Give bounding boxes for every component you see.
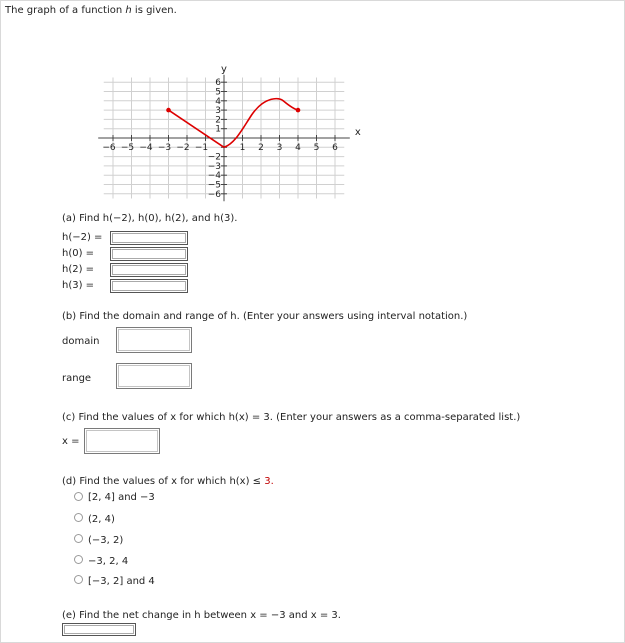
y-tick-label: −2 — [207, 152, 221, 163]
x-tick-label: 1 — [239, 143, 246, 153]
x-tick-label: −5 — [120, 143, 135, 153]
graph-tick-labels — [102, 64, 360, 200]
x-tick-label: 5 — [313, 143, 320, 153]
range-label: range — [62, 373, 92, 384]
y-tick-label: 5 — [215, 87, 221, 98]
graph-axes — [98, 75, 350, 201]
part-e-input[interactable] — [62, 623, 136, 636]
x-tick-label: −1 — [194, 143, 209, 153]
option-3-radio[interactable] — [74, 534, 83, 543]
y-tick-label: −3 — [207, 161, 221, 172]
y-tick-label: −5 — [207, 180, 221, 191]
part-a-prompt: (a) Find h(−2), h(0), h(2), and h(3). — [62, 213, 238, 224]
endpoint-right — [296, 108, 301, 113]
y-tick-label: −4 — [207, 171, 221, 182]
part-a-label-h0: h(0) = — [62, 248, 95, 259]
option-1-label[interactable]: [2, 4] and −3 — [88, 492, 155, 503]
part-c-x-label: x = — [62, 436, 80, 447]
part-c-prompt: (c) Find the values of x for which h(x) = 3. (Enter your answers as a comma-separated list.) — [62, 412, 521, 423]
option-5-label[interactable]: [−3, 2] and 4 — [88, 576, 155, 587]
option-2-radio[interactable] — [74, 513, 83, 522]
option-2-label[interactable]: (2, 4) — [88, 514, 115, 525]
option-4-label[interactable]: −3, 2, 4 — [88, 556, 129, 567]
x-tick-label: 6 — [332, 143, 338, 153]
x-tick-label: −6 — [102, 143, 116, 153]
y-tick-label: 1 — [215, 124, 221, 135]
part-b-prompt: (b) Find the domain and range of h. (Enter your answers using interval notation.) — [62, 311, 468, 322]
part-a-label-hm2: h(−2) = — [62, 232, 103, 243]
y-tick-label: −6 — [207, 189, 221, 200]
part-d-prompt: (d) Find the values of x for which h(x) ≤ 3. — [62, 476, 274, 487]
option-4-radio[interactable] — [74, 555, 83, 564]
x-tick-label: 2 — [258, 143, 264, 153]
y-axis-label: y — [221, 63, 227, 75]
y-tick-label: 6 — [215, 78, 221, 89]
y-tick-label: 4 — [215, 96, 221, 107]
part-a-label-h3: h(3) = — [62, 280, 95, 291]
graph-curve — [166, 96, 300, 148]
h-neg2-input[interactable] — [110, 231, 188, 245]
h-2-input[interactable] — [110, 263, 188, 277]
x-tick-label: −3 — [157, 143, 172, 153]
x-tick-label: 4 — [295, 143, 301, 153]
range-input[interactable] — [116, 363, 192, 389]
x-axis-label: x — [354, 127, 361, 138]
domain-input[interactable] — [116, 327, 192, 353]
intro-text: The graph of a function h is given. — [5, 5, 177, 16]
part-c-x-input[interactable] — [84, 428, 160, 454]
part-e-prompt: (e) Find the net change in h between x = −3 and x = 3. — [62, 610, 341, 621]
y-tick-label: 3 — [215, 106, 221, 117]
x-tick-label: −2 — [176, 143, 190, 153]
x-tick-label: −4 — [139, 143, 153, 153]
y-tick-label: 2 — [215, 115, 221, 126]
h-3-input[interactable] — [110, 279, 188, 293]
option-1-radio[interactable] — [74, 492, 83, 501]
endpoint-left — [166, 108, 171, 113]
x-tick-label: 3 — [276, 143, 283, 153]
domain-label: domain — [62, 336, 100, 347]
part-a-label-h2: h(2) = — [62, 264, 95, 275]
option-5-radio[interactable] — [74, 575, 83, 584]
option-3-label[interactable]: (−3, 2) — [88, 535, 124, 546]
h-0-input[interactable] — [110, 247, 188, 261]
function-graph — [90, 28, 380, 218]
